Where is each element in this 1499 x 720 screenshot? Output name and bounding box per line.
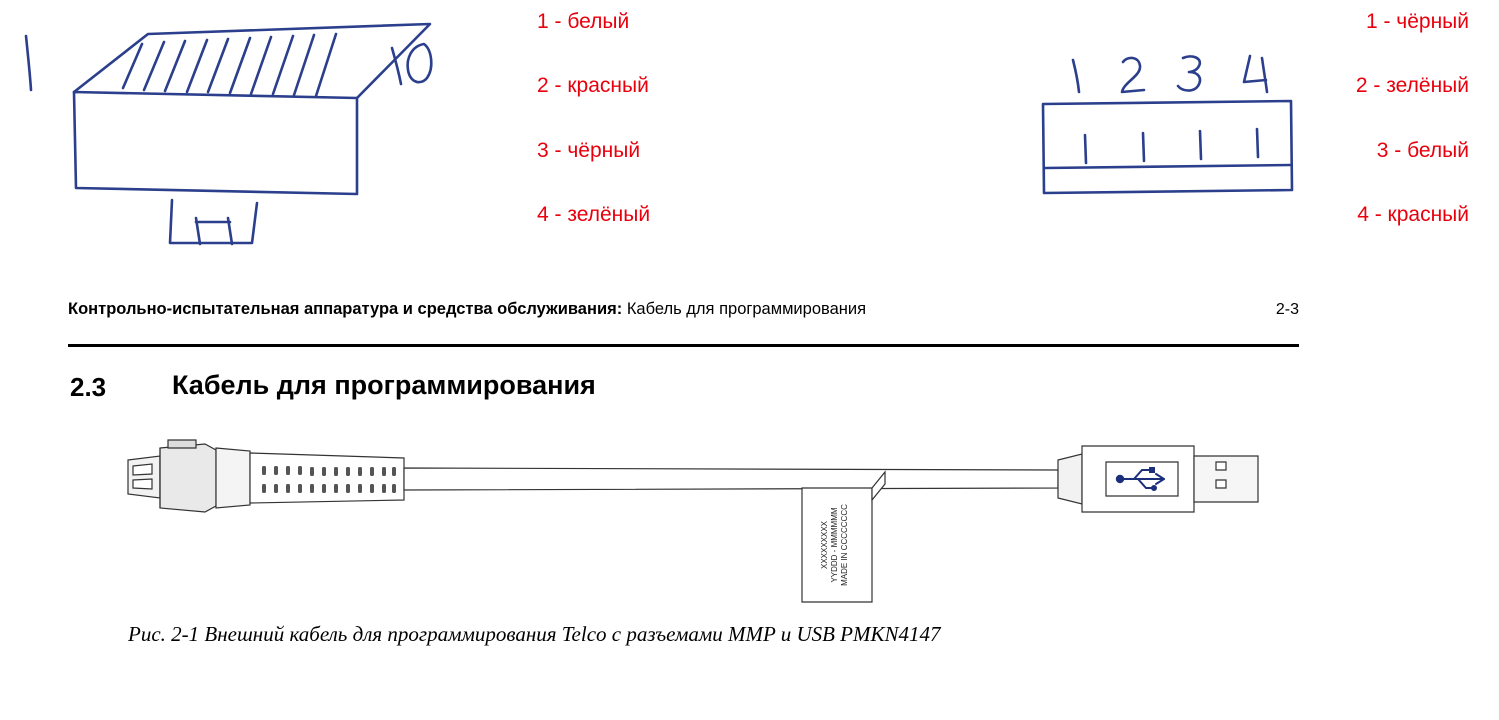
cable-tag-line-3: MADE IN CCCCCCCC: [840, 504, 849, 586]
figure-caption: Рис. 2-1 Внешний кабель для программирования Telco с разъемами MMP и USB PMKN4147: [128, 622, 941, 646]
annotation-right-3: 3 - белый: [1376, 139, 1469, 162]
annotation-right-1: 1 - чёрный: [1365, 10, 1469, 33]
page-number: 2-3: [1275, 301, 1299, 318]
cable-tag-line-1: XXXXXXXXX: [820, 520, 829, 570]
sketch-drawing: [0, 0, 1499, 290]
header-section-name: Контрольно-испытательная аппаратура и средства обслуживания:: [68, 300, 623, 318]
cable-illustration: [0, 420, 1499, 640]
header-divider-rule: [68, 344, 1299, 347]
annotation-left-3: 3 - чёрный: [537, 139, 641, 162]
annotation-left-1: 1 - белый: [537, 10, 630, 33]
handwritten-sketch-area: [0, 0, 1499, 290]
annotation-right-4: 4 - красный: [1357, 203, 1469, 226]
annotation-left-2: 2 - красный: [537, 74, 649, 97]
annotation-left-4: 4 - зелёный: [537, 203, 651, 226]
header-topic-name: Кабель для программирования: [626, 300, 867, 318]
annotation-right-2: 2 - зелёный: [1355, 74, 1469, 97]
cable-tag-line-2: YYDDD - MMMMMM: [830, 507, 839, 583]
section-number: 2.3: [70, 372, 107, 402]
page-title: Кабель для программирования: [172, 370, 596, 400]
cable-figure: [0, 420, 1499, 640]
running-header: [68, 300, 1299, 319]
